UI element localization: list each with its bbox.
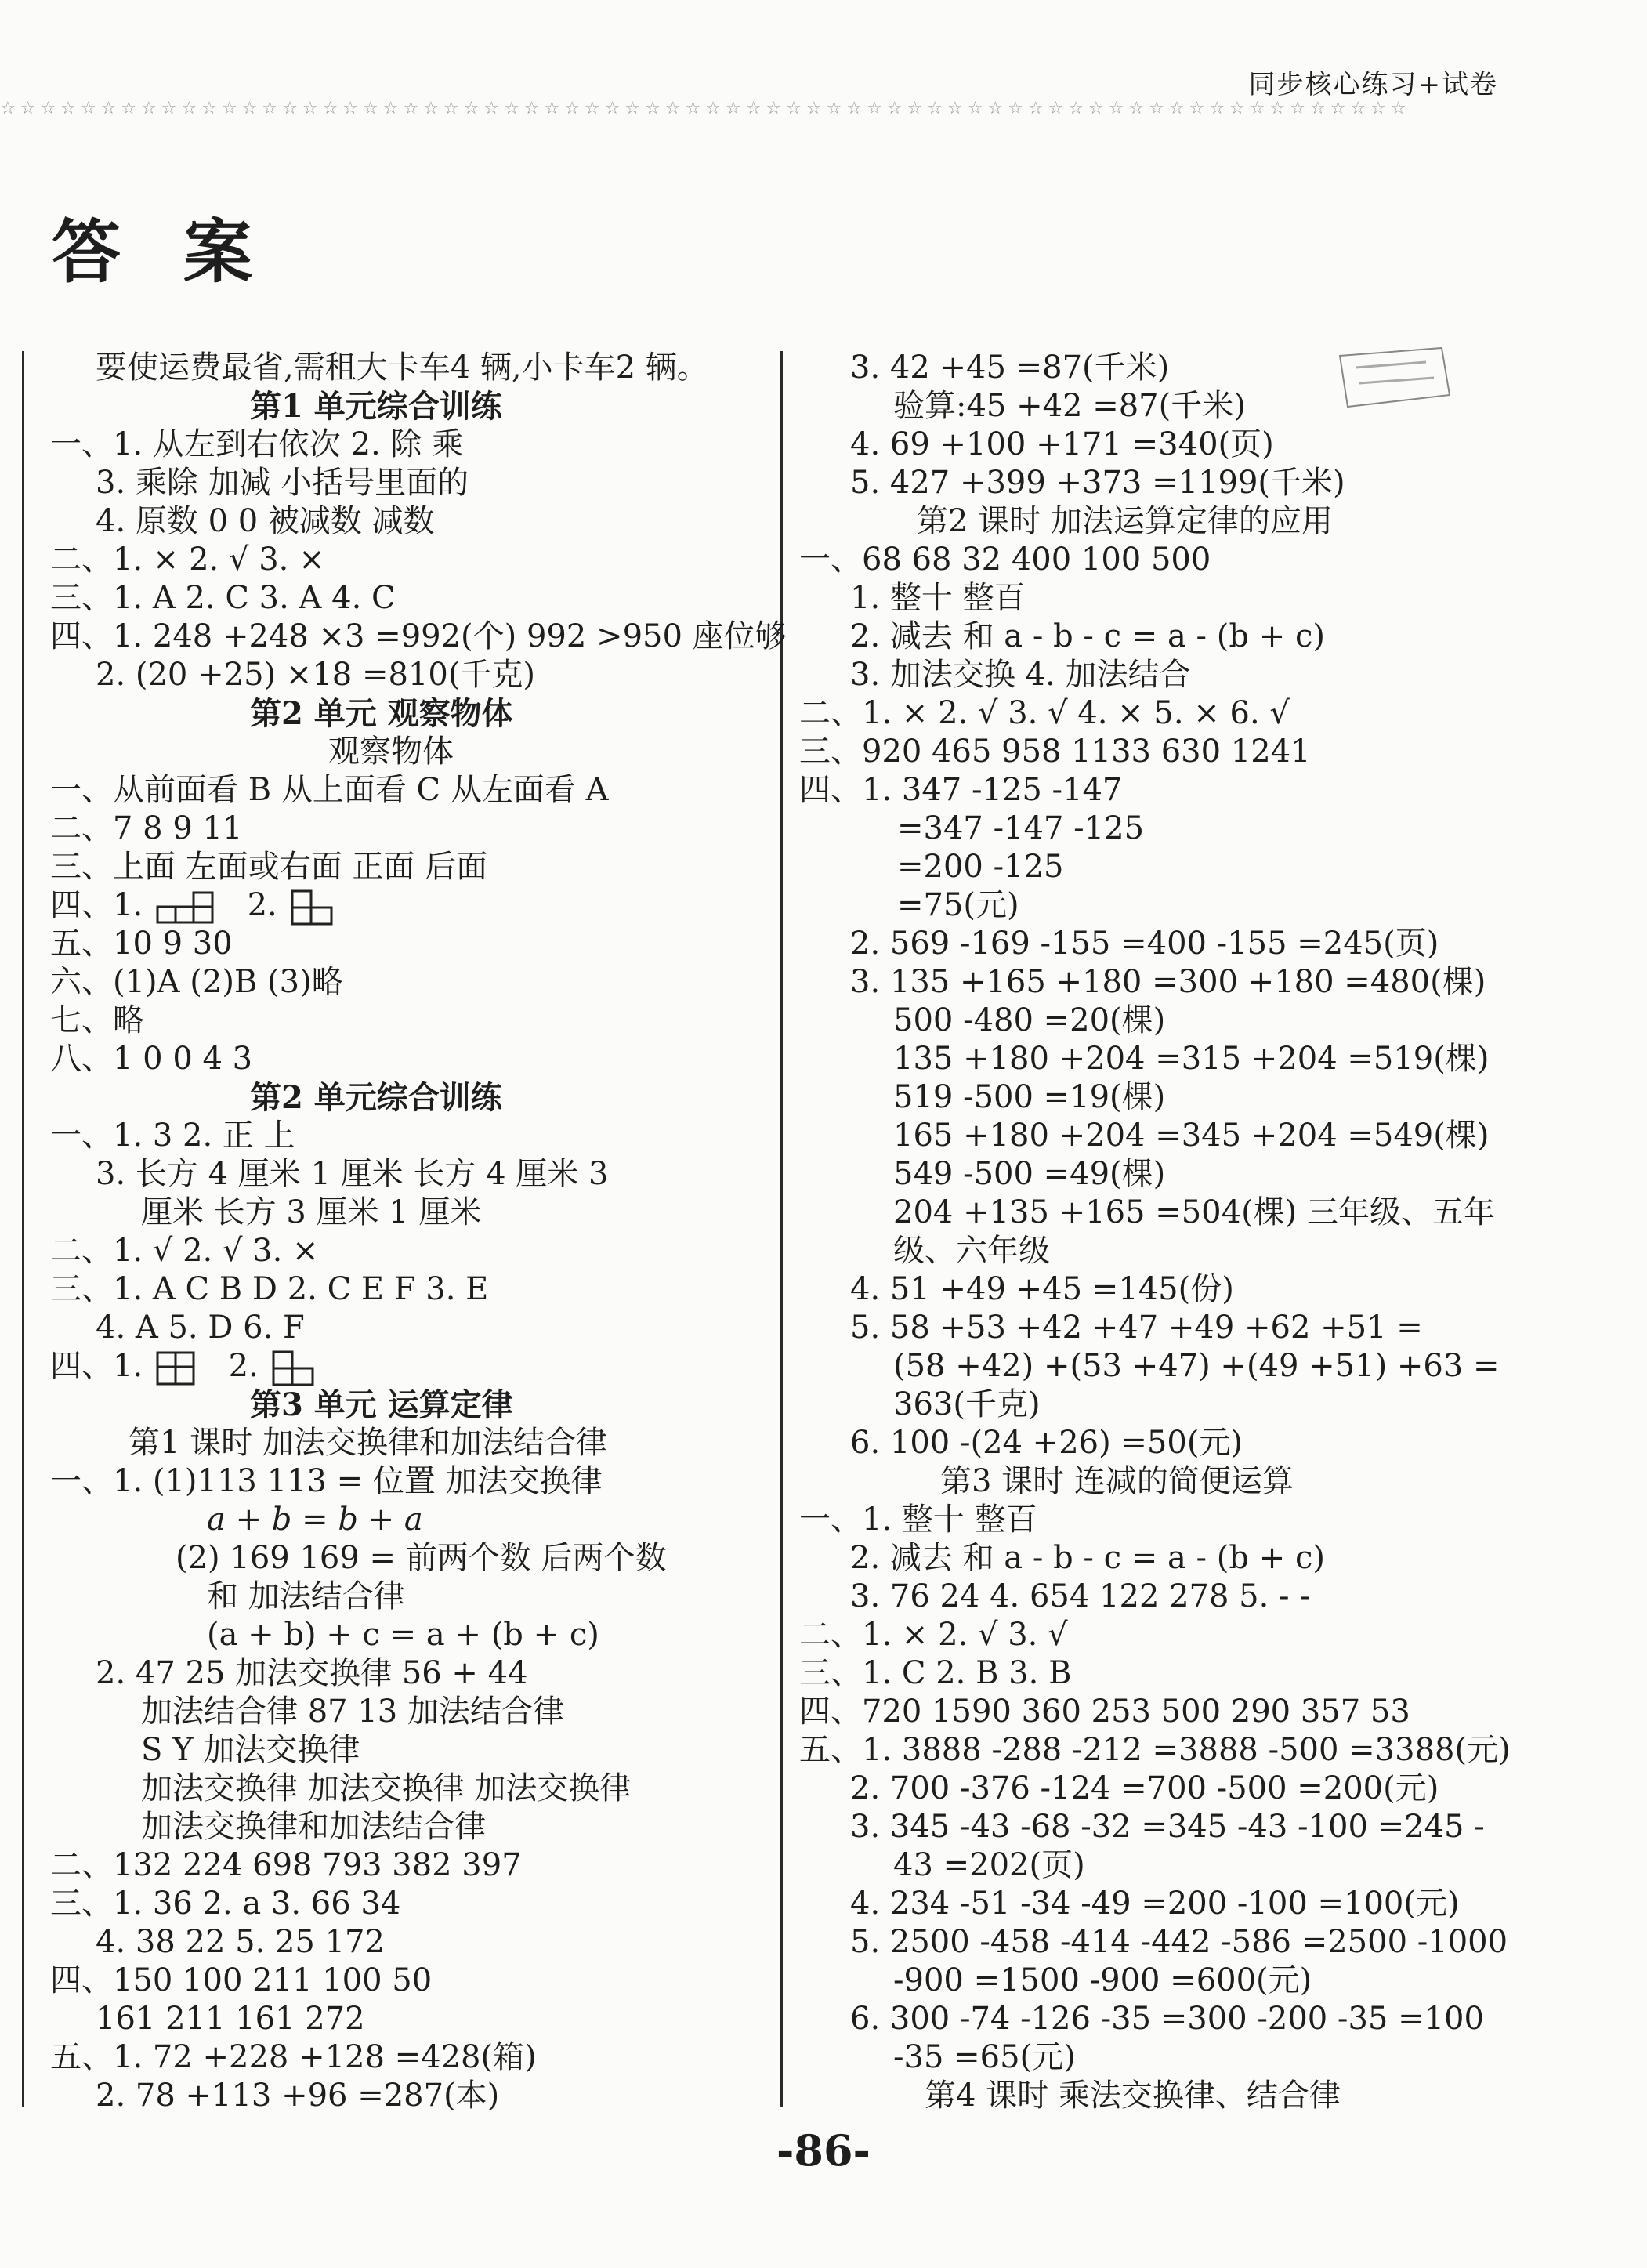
- answer-line: 2. 78 +113 +96 =287(本): [96, 2078, 500, 2114]
- answer-line: 五、1. 72 +228 +128 =428(箱): [50, 2039, 537, 2075]
- block-view-shape-icon: [272, 1350, 314, 1386]
- page-title: 答案: [52, 211, 316, 292]
- answer-line: 三、1. A C B D 2. C E F 3. E: [50, 1271, 489, 1307]
- answer-line: 一、1. 3 2. 正 上: [50, 1118, 295, 1154]
- answer-line: =75(元): [897, 887, 1019, 923]
- formula-line: a + b = b + a: [207, 1502, 423, 1538]
- answer-line: 四、150 100 211 100 50: [50, 1962, 433, 1998]
- answer-line: 加法结合律 87 13 加法结合律: [141, 1694, 564, 1730]
- answer-line: 43 =202(页): [893, 1847, 1085, 1883]
- answer-line: 2. 47 25 加法交换律 56 + 44: [96, 1655, 528, 1691]
- subsection-heading: 第4 课时 乘法交换律、结合律: [925, 2078, 1341, 2114]
- answer-line: 二、1. × 2. √ 3. √: [799, 1617, 1068, 1653]
- section-heading: 第2 单元综合训练: [250, 1079, 502, 1116]
- column-rule-middle: [780, 351, 783, 2107]
- answer-line: 4. 51 +49 +45 =145(份): [850, 1271, 1234, 1307]
- answer-line: 4. 234 -51 -34 -49 =200 -100 =100(元): [850, 1886, 1460, 1922]
- answer-line: =200 -125: [897, 849, 1064, 885]
- answer-line: 1. 整十 整百: [850, 580, 1026, 616]
- answer-line: 要使运费最省,需租大卡车4 辆,小卡车2 辆。: [96, 350, 708, 386]
- answer-line: 4. 38 22 5. 25 172: [96, 1924, 385, 1960]
- answer-line: 六、(1)A (2)B (3)略: [50, 964, 343, 1000]
- answer-line: =347 -147 -125: [897, 810, 1145, 846]
- block-view-shape-icon: [291, 889, 333, 926]
- formula-line: (a + b) + c = a + (b + c): [207, 1617, 599, 1653]
- answer-line: 七、略: [50, 1002, 144, 1038]
- answer-line: 500 -480 =20(棵): [893, 1002, 1166, 1038]
- section-heading: 第2 单元 观察物体: [250, 695, 513, 732]
- section-heading: 第1 单元综合训练: [250, 388, 502, 425]
- answer-line: 厘米 长方 3 厘米 1 厘米: [141, 1194, 482, 1230]
- answer-line: 6. 300 -74 -126 -35 =300 -200 -35 =100: [850, 2001, 1484, 2037]
- answer-line: 3. 135 +165 +180 =300 +180 =480(棵): [850, 964, 1486, 1000]
- answer-line: 135 +180 +204 =315 +204 =519(棵): [893, 1041, 1490, 1077]
- answer-line: 一、从前面看 B 从上面看 C 从左面看 A: [50, 772, 609, 808]
- answer-line: 八、1 0 0 4 3: [50, 1041, 253, 1077]
- answer-line: 五、1. 3888 -288 -212 =3888 -500 =3388(元): [799, 1732, 1511, 1768]
- subsection-heading: 第3 课时 连减的简便运算: [940, 1463, 1294, 1499]
- subsection-heading: 第2 课时 加法运算定律的应用: [917, 503, 1333, 539]
- block-view-shape-icon: [156, 1351, 195, 1386]
- answer-line: 204 +135 +165 =504(棵) 三年级、五年: [893, 1194, 1496, 1230]
- answer-line: 一、1. 整十 整百: [799, 1502, 1037, 1538]
- answer-line: 四、1. 347 -125 -147: [799, 772, 1123, 808]
- answer-line: 363(千克): [893, 1386, 1041, 1422]
- answer-line: 和 加法结合律: [207, 1578, 405, 1614]
- answer-line: [50, 1347, 314, 1386]
- answer-line: -35 =65(元): [893, 2039, 1076, 2075]
- answer-line: 5. 58 +53 +42 +47 +49 +62 +51 =: [850, 1310, 1423, 1346]
- answer-line: 四、1. 248 +248 ×3 =992(个) 992 >950 座位够: [50, 618, 787, 654]
- answer-line: 二、1. √ 2. √ 3. ×: [50, 1233, 319, 1269]
- answer-line: 二、1. × 2. √ 3. √ 4. × 5. × 6. √: [799, 695, 1290, 731]
- answer-line: 三、1. 36 2. a 3. 66 34: [50, 1886, 401, 1922]
- answer-line: S Y 加法交换律: [141, 1732, 360, 1768]
- answer-line: 2. 减去 和 a - b - c = a - (b + c): [850, 1540, 1325, 1576]
- answer-line: 549 -500 =49(棵): [893, 1156, 1166, 1192]
- star-divider: ☆☆☆☆☆☆☆☆☆☆☆☆☆☆☆☆☆☆☆☆☆☆☆☆☆☆☆☆☆☆☆☆☆☆☆☆☆☆☆☆☆☆☆☆☆☆☆☆☆☆☆☆☆☆☆☆☆☆☆☆☆☆☆☆☆☆☆☆☆☆: [0, 99, 1411, 118]
- answer-line: 3. 乘除 加减 小括号里面的: [96, 465, 469, 501]
- section-heading: 第3 单元 运算定律: [250, 1386, 513, 1423]
- answer-line: 一、1. (1)113 113 = 位置 加法交换律: [50, 1463, 603, 1499]
- answer-line: 5. 427 +399 +373 =1199(千米): [850, 465, 1345, 501]
- answer-line: 6. 100 -(24 +26) =50(元): [850, 1425, 1243, 1461]
- answer-line: 加法交换律和加法结合律: [141, 1809, 486, 1845]
- answer-line: 3. 76 24 4. 654 122 278 5. - -: [850, 1578, 1310, 1614]
- answer-line: 加法交换律 加法交换律 加法交换律: [141, 1770, 632, 1806]
- answer-label: 四、1.: [50, 1348, 143, 1384]
- answer-line: 2. 减去 和 a - b - c = a - (b + c): [850, 618, 1325, 654]
- answer-line: 3. 42 +45 =87(千米): [850, 350, 1170, 386]
- answer-line: 5. 2500 -458 -414 -442 -586 =2500 -1000: [850, 1924, 1508, 1960]
- answer-line: 4. A 5. D 6. F: [96, 1310, 305, 1346]
- answer-line: 2. 700 -376 -124 =700 -500 =200(元): [850, 1770, 1439, 1806]
- homework-stamp-icon: [1324, 340, 1457, 418]
- page-number: -86-: [776, 2125, 871, 2176]
- answer-line: 验算:45 +42 =87(千米): [893, 388, 1246, 424]
- answer-line: 一、68 68 32 400 100 500: [799, 542, 1211, 578]
- answer-line: 二、7 8 9 11: [50, 810, 243, 846]
- answer-line: 2. 569 -169 -155 =400 -155 =245(页): [850, 926, 1439, 962]
- answer-line: 级、六年级: [893, 1233, 1050, 1269]
- answer-line: 2. (20 +25) ×18 =810(千克): [96, 657, 536, 693]
- answer-label: 四、1.: [50, 887, 143, 923]
- answer-line: 3. 长方 4 厘米 1 厘米 长方 4 厘米 3: [96, 1156, 609, 1192]
- answer-line: 四、720 1590 360 253 500 290 357 53: [799, 1694, 1410, 1730]
- answer-line: 一、1. 从左到右依次 2. 除 乘: [50, 426, 464, 462]
- answer-line: [50, 886, 333, 925]
- answer-line: 4. 原数 0 0 被减数 减数: [96, 503, 435, 539]
- header-book-title: 同步核心练习+试卷: [1248, 69, 1498, 100]
- answer-line: (58 +42) +(53 +47) +(49 +51) +63 =: [893, 1348, 1500, 1384]
- block-view-shape-icon: [156, 891, 214, 924]
- column-rule-left: [22, 351, 24, 2107]
- answer-line: -900 =1500 -900 =600(元): [893, 1962, 1312, 1998]
- answer-line: 165 +180 +204 =345 +204 =549(棵): [893, 1118, 1490, 1154]
- answer-line: 三、上面 左面或右面 正面 后面: [50, 849, 488, 885]
- answer-line: (2) 169 169 = 前两个数 后两个数: [176, 1540, 667, 1576]
- answer-line: 519 -500 =19(棵): [893, 1079, 1166, 1115]
- answer-line: 3. 345 -43 -68 -32 =345 -43 -100 =245 -: [850, 1809, 1485, 1845]
- answer-label: 2.: [247, 887, 277, 923]
- answer-line: 3. 加法交换 4. 加法结合: [850, 657, 1191, 693]
- answer-line: 三、920 465 958 1133 630 1241: [799, 734, 1311, 770]
- answer-line: 三、1. A 2. C 3. A 4. C: [50, 580, 396, 616]
- subsection-heading: 观察物体: [328, 734, 454, 770]
- subsection-heading: 第1 课时 加法交换律和加法结合律: [129, 1425, 607, 1461]
- answer-line: 三、1. C 2. B 3. B: [799, 1655, 1072, 1691]
- answer-line: 4. 69 +100 +171 =340(页): [850, 426, 1274, 462]
- answer-line: 五、10 9 30: [50, 926, 233, 962]
- answer-label: 2.: [228, 1348, 259, 1384]
- answer-line: 二、132 224 698 793 382 397: [50, 1847, 522, 1883]
- answer-line: 二、1. × 2. √ 3. ×: [50, 542, 325, 578]
- answer-line: 161 211 161 272: [96, 2001, 365, 2037]
